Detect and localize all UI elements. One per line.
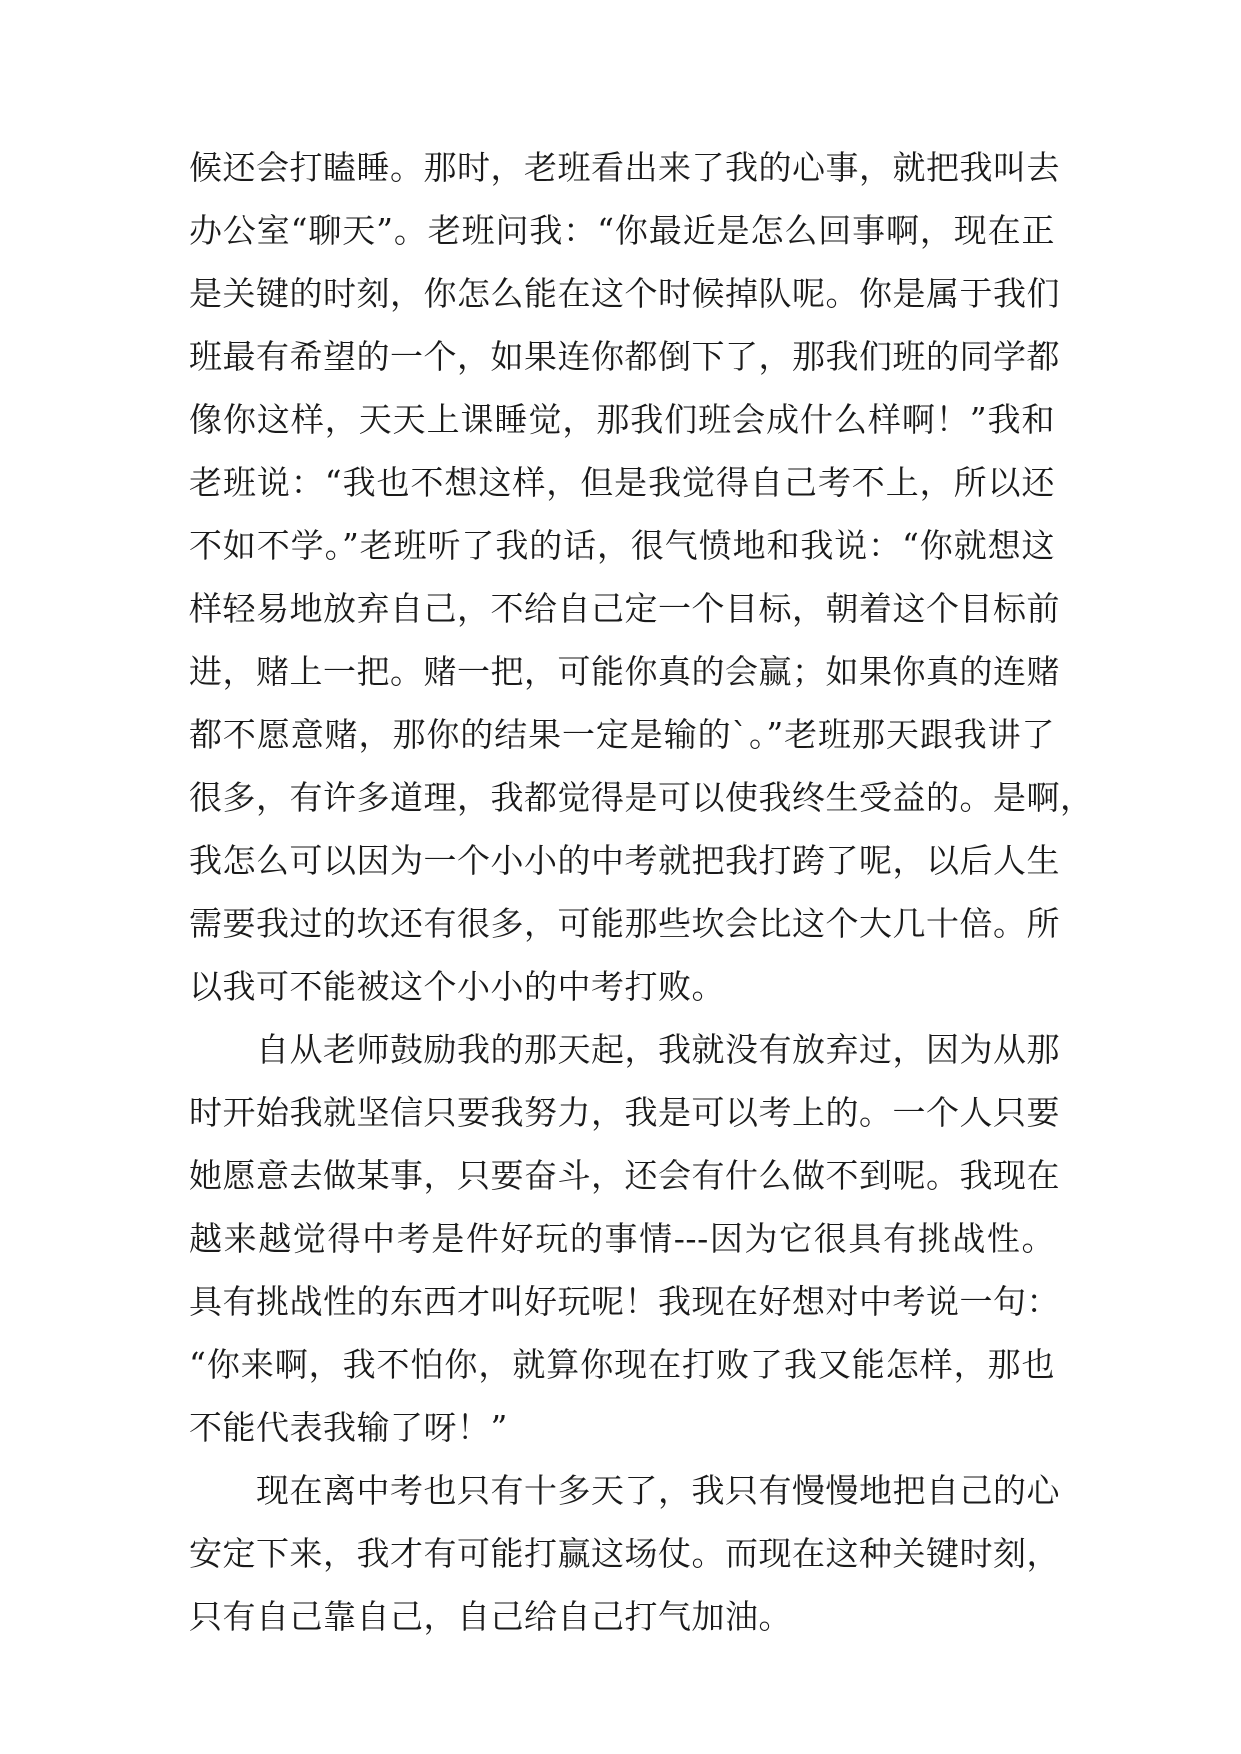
text-line: 以我可不能被这个小小的中考打败。 <box>189 967 725 1006</box>
text-line: 班最有希望的一个，如果连你都倒下了，那我们班的同学都 <box>189 337 1060 376</box>
text-line: 样轻易地放弃自己，不给自己定一个目标，朝着这个目标前 <box>189 589 1060 628</box>
text-line: 需要我过的坎还有很多，可能那些坎会比这个大几十倍。所 <box>189 904 1060 943</box>
paragraph-first-line: 现在离中考也只有十多天了，我只有慢慢地把自己的心 <box>256 1471 1060 1510</box>
text-line: 办公室“聊天”。老班问我：“你最近是怎么回事啊，现在正 <box>189 211 1055 250</box>
text-line: 她愿意去做某事，只要奋斗，还会有什么做不到呢。我现在 <box>189 1156 1060 1195</box>
text-line: 只有自己靠自己，自己给自己打气加油。 <box>189 1597 792 1636</box>
text-line: 候还会打瞌睡。那时，老班看出来了我的心事，就把我叫去 <box>189 148 1060 187</box>
text-line: 老班说：“我也不想这样，但是我觉得自己考不上，所以还 <box>189 463 1055 502</box>
text-line: 时开始我就坚信只要我努力，我是可以考上的。一个人只要 <box>189 1093 1060 1132</box>
text-line: 具有挑战性的东西才叫好玩呢！我现在好想对中考说一句： <box>189 1282 1060 1321</box>
text-line: 越来越觉得中考是件好玩的事情---因为它很具有挑战性。 <box>189 1219 1055 1258</box>
text-line: 进，赌上一把。赌一把，可能你真的会赢；如果你真的连赌 <box>189 652 1060 691</box>
text-line: 安定下来，我才有可能打赢这场仗。而现在这种关键时刻， <box>189 1534 1060 1573</box>
text-line: “你来啊，我不怕你，就算你现在打败了我又能怎样，那也 <box>189 1345 1055 1384</box>
paragraph-first-line: 自从老师鼓励我的那天起，我就没有放弃过，因为从那 <box>256 1030 1060 1069</box>
text-line: 是关键的时刻，你怎么能在这个时候掉队呢。你是属于我们 <box>189 274 1060 313</box>
text-line: 不能代表我输了呀！” <box>189 1408 508 1447</box>
text-line: 不如不学。”老班听了我的话，很气愤地和我说：“你就想这 <box>189 526 1055 565</box>
text-line: 我怎么可以因为一个小小的中考就把我打跨了呢，以后人生 <box>189 841 1060 880</box>
text-line: 很多，有许多道理，我都觉得是可以使我终生受益的。是啊， <box>189 778 1094 817</box>
text-line: 像你这样，天天上课睡觉，那我们班会成什么样啊！”我和 <box>189 400 1055 439</box>
text-line: 都不愿意赌，那你的结果一定是输的`。”老班那天跟我讲了 <box>189 715 1055 754</box>
